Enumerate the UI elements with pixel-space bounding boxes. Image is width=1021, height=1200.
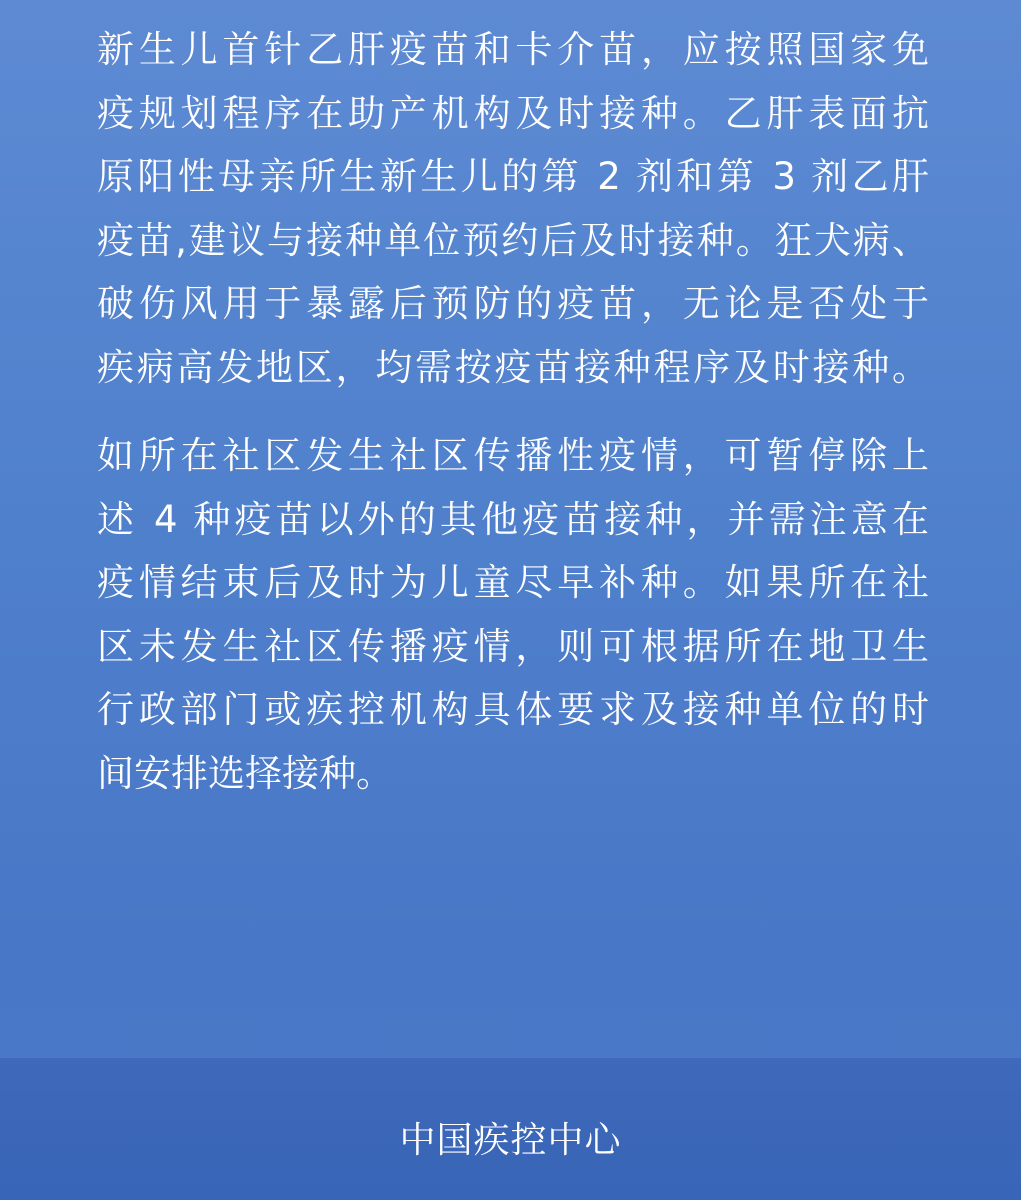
- paragraph-line: 破伤风用于暴露后预防的疫苗，无论是否处于: [97, 282, 929, 325]
- paragraph-line: 述 4 种疫苗以外的其他疫苗接种，并需注意在: [97, 497, 929, 541]
- paragraph-line: 疫规划程序在助产机构及时接种。乙肝表面抗: [97, 91, 929, 135]
- paragraph-2: [97, 424, 929, 805]
- paragraph-line: 疾病高发地区，均需按疫苗接种程序及时接种。: [97, 345, 929, 389]
- source-label: 中国疾控中心: [399, 1119, 622, 1161]
- article-body: [97, 18, 929, 805]
- paragraph-line: 疫苗,建议与接种单位预约后及时接种。狂犬病、: [97, 218, 929, 262]
- paragraph-line: 原阳性母亲所生新生儿的第 2 剂和第 3 剂乙肝: [97, 155, 929, 198]
- paragraph-line: 行政部门或疾控机构具体要求及接种单位的时: [97, 688, 929, 731]
- paragraph-line: 区未发生社区传播疫情，则可根据所在地卫生: [97, 624, 929, 668]
- paragraph-line: 新生儿首针乙肝疫苗和卡介苗，应按照国家免: [97, 28, 929, 71]
- paragraph-line: 如所在社区发生社区传播性疫情，可暂停除上: [97, 434, 929, 477]
- footer-band: [0, 1058, 1021, 1200]
- paragraph-line: 间安排选择接种。: [97, 751, 393, 795]
- paragraph-line: 疫情结束后及时为儿童尽早补种。如果所在社: [97, 561, 929, 604]
- paragraph-1: [97, 18, 929, 399]
